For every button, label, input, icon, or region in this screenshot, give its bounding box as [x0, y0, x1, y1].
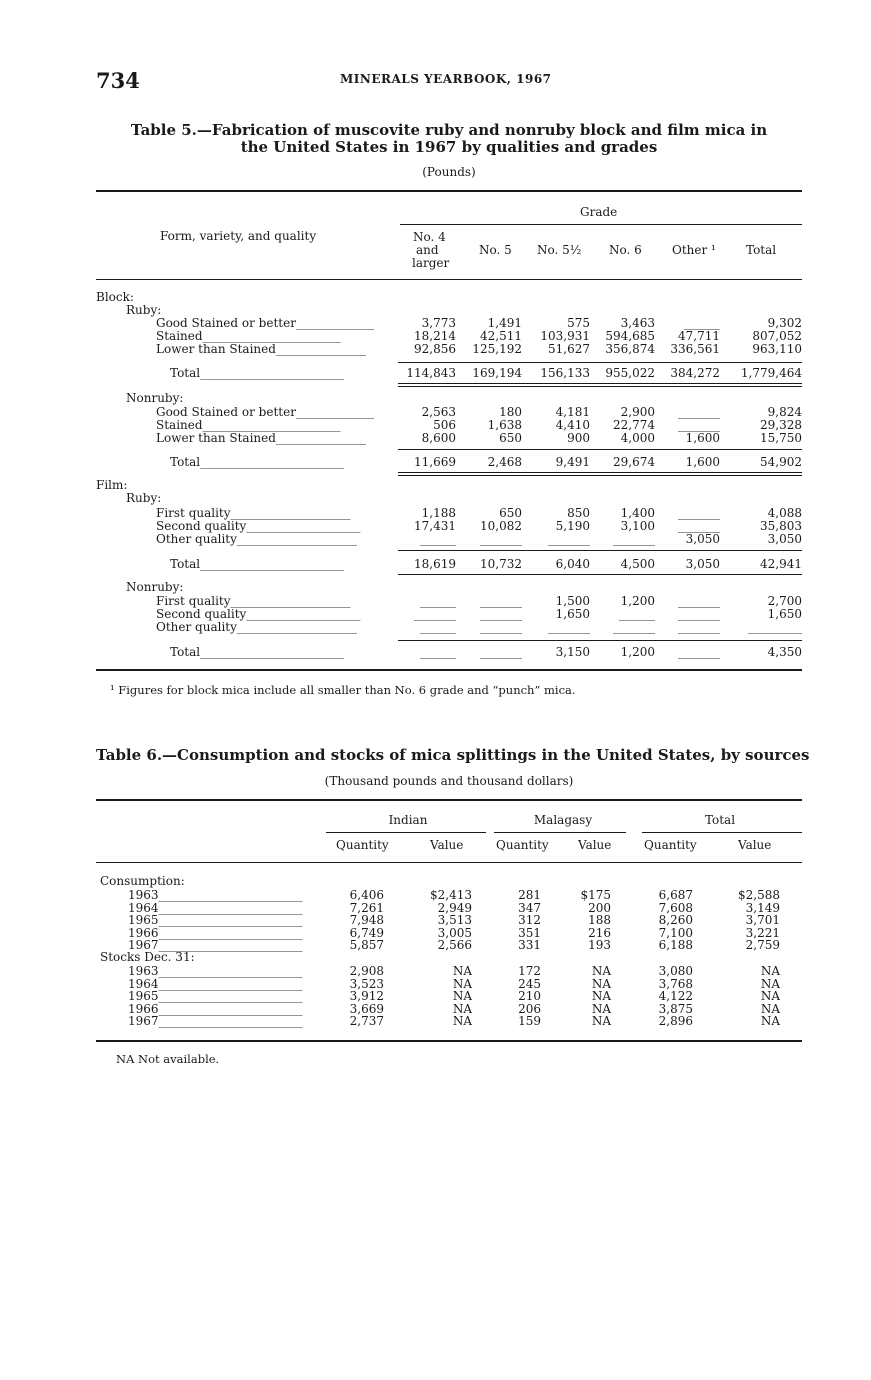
table5-row-label	[170, 366, 396, 380]
table5-cell: 4,410	[555, 418, 590, 432]
table6-cell: NA	[760, 1014, 780, 1029]
table6-group-indian: Indian	[388, 813, 428, 827]
table5-cell: 2,700	[767, 594, 802, 608]
table6-cell: $2,588	[738, 888, 780, 902]
table6-year-label	[128, 1014, 324, 1028]
table5-cell: 650	[499, 431, 522, 445]
table5-cell: _______	[678, 594, 720, 608]
table6-cell: 6,188	[658, 938, 693, 953]
table5-cell: 125,192	[472, 342, 522, 356]
leader-dots: ________________________	[158, 989, 303, 1004]
table5-row-label	[156, 620, 396, 634]
table5-row-label	[170, 557, 396, 571]
table6-cell: 3,875	[658, 1001, 693, 1016]
table5-cell: 10,082	[480, 519, 522, 533]
table5-cell: 18,619	[414, 557, 456, 571]
leader-dots: _____________	[295, 405, 374, 419]
table6-cell: 7,948	[349, 913, 384, 928]
table6-cell: 3,221	[745, 925, 780, 940]
row-label-text: Total	[170, 557, 201, 571]
table6-unit: (Thousand pounds and thousand dollars)	[324, 774, 574, 788]
table5-row-label	[170, 455, 396, 469]
year-text: 1967	[128, 1014, 159, 1029]
table5-cell: _______	[678, 405, 720, 419]
table5-row-label	[156, 607, 396, 621]
table5-cell: 51,627	[548, 342, 590, 356]
subcol-malagasy-val: Value	[578, 838, 612, 852]
table6-cell: 347	[518, 900, 541, 915]
year-text: 1965	[128, 913, 159, 928]
table6-bottom-rule	[96, 1040, 802, 1042]
table6-cell: 3,912	[349, 989, 384, 1004]
leader-dots: ________________________	[158, 925, 303, 940]
col-no6: No. 6	[609, 243, 642, 257]
table6-cell: 3,080	[658, 964, 693, 978]
table5-cell: 650	[499, 506, 522, 520]
table5-cell: 103,931	[540, 329, 590, 343]
year-text: 1966	[128, 925, 159, 940]
table6-cell: 8,260	[658, 913, 693, 928]
table6-cell: 2,896	[658, 1014, 693, 1029]
leader-dots: ____________________	[236, 532, 357, 546]
table5-cell: 807,052	[752, 329, 802, 343]
table5-cell: 900	[567, 431, 590, 445]
table5-row-label	[156, 431, 396, 445]
table5-cell: 42,511	[480, 329, 522, 343]
table6-cell: 7,261	[349, 900, 384, 915]
table6-title: Table 6.—Consumption and stocks of mica splittings in the United States, by sources	[96, 746, 810, 764]
year-text: 1966	[128, 1001, 159, 1016]
table6-cell: 159	[518, 1014, 541, 1029]
group-rule-total	[642, 832, 802, 833]
sep-rule	[398, 640, 802, 641]
table6-cell: 3,523	[349, 976, 384, 991]
year-text: 1963	[128, 888, 159, 902]
table5-cell: _______	[678, 519, 720, 533]
table6-cell: 200	[588, 900, 611, 915]
table6-cell: 2,759	[745, 938, 780, 953]
leader-dots: ____________________	[236, 620, 357, 634]
col-no4-line3: larger	[412, 256, 450, 270]
table6-section-stocks: Stocks Dec. 31:	[100, 950, 195, 964]
col-other: Other ¹	[672, 243, 716, 257]
table5-cell: 3,100	[620, 519, 655, 533]
table6-cell: NA	[760, 1001, 780, 1016]
table6-cell: 281	[518, 888, 541, 902]
subcol-malagasy-qty: Quantity	[496, 838, 549, 852]
table6-group-total: Total	[704, 813, 736, 827]
table5-row-label	[156, 316, 396, 330]
table5-cell: 3,773	[421, 316, 456, 330]
table5-cell: 9,302	[767, 316, 802, 330]
year-text: 1963	[128, 964, 159, 978]
table6-cell: 312	[518, 913, 541, 928]
row-label-text: Good Stained or better	[156, 316, 296, 330]
table5-cell: _______	[548, 620, 590, 634]
table6-cell: 2,949	[437, 900, 472, 915]
table5-cell: 506	[433, 418, 456, 432]
table6-cell: 2,566	[437, 938, 472, 953]
table6-cell: 2,737	[349, 1014, 384, 1029]
table6-cell: 3,669	[349, 1001, 384, 1016]
table5-cell: 1,200	[620, 645, 655, 659]
table5-cell: ______	[619, 607, 655, 621]
table5-cell: 47,711	[678, 329, 720, 343]
sep-rule	[398, 386, 802, 387]
table5-cell: 1,779,464	[740, 366, 802, 380]
table6-cell: NA	[452, 1001, 472, 1016]
table5-header-bottom-rule	[96, 279, 802, 280]
sep-rule	[398, 472, 802, 473]
leader-dots: ________________________	[158, 900, 303, 915]
leader-dots: ________________________	[158, 1014, 303, 1029]
table6-cell: 6,687	[658, 888, 693, 902]
table5-title-line1: Table 5.—Fabrication of muscovite ruby and nonruby block and film mica in	[130, 121, 768, 139]
table5-stub-header: Form, variety, and quality	[160, 229, 317, 243]
year-text: 1967	[128, 938, 159, 953]
table5-cell: 4,000	[620, 431, 655, 445]
table5-cell: 9,491	[555, 455, 590, 469]
leader-dots: ________________________	[158, 938, 303, 953]
leader-dots: ________________________	[158, 1001, 303, 1016]
table6-cell: 3,701	[745, 913, 780, 928]
leader-dots: ________________________	[200, 645, 345, 659]
leader-dots: ________________________	[200, 557, 345, 571]
table6-cell: 6,749	[349, 925, 384, 940]
table5-row-label	[156, 519, 396, 533]
subcol-indian-val: Value	[430, 838, 464, 852]
table6-cell: 206	[518, 1001, 541, 1016]
table5-cell: _________	[748, 620, 802, 634]
row-label-text: Other quality	[156, 532, 237, 546]
table5-row-label	[156, 342, 396, 356]
table5-cell: 2,563	[421, 405, 456, 419]
table6-year-label	[128, 938, 324, 952]
table5-cell: 11,669	[414, 455, 456, 469]
leader-dots: ________________________	[200, 366, 345, 380]
table6-group-malagasy: Malagasy	[533, 813, 593, 827]
table5-cell: 92,856	[414, 342, 456, 356]
section-film-ruby: Ruby:	[126, 491, 162, 505]
table5-unit: (Pounds)	[422, 165, 476, 179]
table5-cell: 4,350	[767, 645, 802, 659]
table5-cell: _______	[678, 418, 720, 432]
leader-dots: ___________________	[246, 519, 361, 533]
row-label-text: First quality	[156, 594, 231, 608]
row-label-text: Second quality	[156, 519, 247, 533]
table5-cell: 1,600	[685, 431, 720, 445]
table5-cell: 17,431	[414, 519, 456, 533]
table5-cell: 1,638	[487, 418, 522, 432]
table5-cell: 1,500	[555, 594, 590, 608]
table5-row-label	[156, 594, 396, 608]
table6-cell: NA	[591, 1001, 611, 1016]
table6-cell: 210	[518, 989, 541, 1004]
table6-header-bottom-rule	[96, 862, 802, 863]
table5-cell: 2,468	[487, 455, 522, 469]
table5-cell: ______	[684, 316, 720, 330]
leader-dots: _______________	[275, 431, 366, 445]
table5-cell: _______	[678, 506, 720, 520]
table5-cell: 336,561	[670, 342, 720, 356]
table6-cell: NA	[760, 976, 780, 991]
table5-cell: 35,803	[760, 519, 802, 533]
table5-footnote: ¹ Figures for block mica include all smaller than No. 6 grade and “punch” mica.	[110, 683, 576, 697]
table5-cell: 4,181	[555, 405, 590, 419]
table5-cell: _______	[678, 620, 720, 634]
table6-top-rule	[96, 799, 802, 801]
section-block: Block:	[96, 290, 134, 304]
table5-cell: 1,200	[620, 594, 655, 608]
table5-cell: 169,194	[472, 366, 522, 380]
table5-cell: 6,040	[555, 557, 590, 571]
table5-cell: 114,843	[406, 366, 456, 380]
table5-cell: 18,214	[414, 329, 456, 343]
table5-cell: 4,500	[620, 557, 655, 571]
table5-row-label	[170, 645, 396, 659]
leader-dots: ________________________	[200, 455, 345, 469]
table6-cell: 7,608	[658, 900, 693, 915]
table6-cell: 193	[588, 938, 611, 953]
section-block-nonruby: Nonruby:	[126, 391, 184, 405]
table6-cell: NA	[591, 964, 611, 978]
table6-cell: 3,149	[745, 900, 780, 915]
leader-dots: ________________________	[158, 888, 303, 902]
subcol-indian-qty: Quantity	[336, 838, 389, 852]
row-label-text: Lower than Stained	[156, 342, 276, 356]
table5-cell: 3,050	[685, 557, 720, 571]
table5-cell: 1,650	[555, 607, 590, 621]
row-label-text: Good Stained or better	[156, 405, 296, 419]
table5-cell: _______	[480, 645, 522, 659]
row-label-text: First quality	[156, 506, 231, 520]
table6-cell: 5,857	[349, 938, 384, 953]
table5-cell: 955,022	[605, 366, 655, 380]
table5-cell: ______	[420, 645, 456, 659]
table5-cell: _______	[414, 607, 456, 621]
table6-cell: 6,406	[349, 888, 384, 902]
table5-cell: 3,150	[555, 645, 590, 659]
table6-cell: NA	[452, 976, 472, 991]
col-total: Total	[746, 243, 777, 257]
table5-cell: 9,824	[767, 405, 802, 419]
table6-cell: 245	[518, 976, 541, 991]
table5-cell: _______	[678, 607, 720, 621]
table6-cell: 188	[588, 913, 611, 928]
year-text: 1965	[128, 989, 159, 1004]
row-label-text: Stained	[156, 329, 203, 343]
section-block-ruby: Ruby:	[126, 303, 162, 317]
table5-cell: 575	[567, 316, 590, 330]
section-film: Film:	[96, 478, 128, 492]
row-label-text: Second quality	[156, 607, 247, 621]
leader-dots: _______________	[275, 342, 366, 356]
table5-cell: 4,088	[767, 506, 802, 520]
table5-cell: _______	[480, 620, 522, 634]
sep-rule	[398, 449, 802, 450]
table5-cell: 15,750	[760, 431, 802, 445]
group-rule-malagasy	[494, 832, 626, 833]
sep-rule	[398, 574, 802, 575]
sep-rule	[398, 383, 802, 384]
col-no4-line1: No. 4	[413, 230, 446, 244]
table6-footnote: NA Not available.	[116, 1052, 220, 1066]
table5-cell: 22,774	[613, 418, 655, 432]
running-head: MINERALS YEARBOOK, 1967	[340, 72, 552, 86]
table6-cell: NA	[452, 964, 472, 978]
row-label-text: Stained	[156, 418, 203, 432]
table5-cell: 180	[499, 405, 522, 419]
table5-cell: 1,400	[620, 506, 655, 520]
table5-cell: 594,685	[605, 329, 655, 343]
table5-cell: ______	[420, 594, 456, 608]
row-label-text: Total	[170, 366, 201, 380]
leader-dots: ________________________	[158, 976, 303, 991]
table5-cell: 1,600	[685, 455, 720, 469]
year-text: 1964	[128, 900, 159, 915]
table5-row-label	[156, 329, 396, 343]
sep-rule	[398, 362, 802, 363]
table5-cell: 29,674	[613, 455, 655, 469]
table6-cell: 2,908	[349, 964, 384, 978]
row-label-text: Lower than Stained	[156, 431, 276, 445]
table6-section-consumption: Consumption:	[100, 874, 185, 888]
subcol-total-qty: Quantity	[644, 838, 697, 852]
table6-cell: $2,413	[430, 888, 472, 902]
table5-cell: 5,190	[555, 519, 590, 533]
table5-cell: 963,110	[752, 342, 802, 356]
table6-cell: 3,768	[658, 976, 693, 991]
row-label-text: Other quality	[156, 620, 237, 634]
section-film-nonruby: Nonruby:	[126, 580, 184, 594]
table5-cell: 3,050	[685, 532, 720, 546]
page-number: 734	[96, 68, 140, 93]
table5-bottom-rule	[96, 669, 802, 671]
year-text: 1964	[128, 976, 159, 991]
table6-cell: 331	[518, 938, 541, 953]
sep-rule	[398, 550, 802, 551]
table6-cell: 4,122	[658, 989, 693, 1004]
table5-cell: _______	[480, 594, 522, 608]
table6-cell: NA	[760, 989, 780, 1004]
table6-cell: 3,005	[437, 925, 472, 940]
table5-cell: _______	[613, 532, 655, 546]
table5-cell: ______	[420, 532, 456, 546]
table5-cell: 850	[567, 506, 590, 520]
table5-cell: 356,874	[605, 342, 655, 356]
table5-cell: _______	[548, 532, 590, 546]
table5-cell: _______	[678, 645, 720, 659]
table5-grade-rule	[400, 224, 802, 225]
table6-cell: 7,100	[658, 925, 693, 940]
sep-rule	[398, 475, 802, 476]
table6-cell: NA	[591, 1014, 611, 1029]
group-rule-indian	[326, 832, 486, 833]
table5-cell: ______	[420, 620, 456, 634]
table5-cell: 1,491	[487, 316, 522, 330]
leader-dots: _____________	[295, 316, 374, 330]
table5-row-label	[156, 405, 396, 419]
table5-cell: _______	[613, 620, 655, 634]
table6-cell: 172	[518, 964, 541, 978]
table5-grade-header: Grade	[580, 205, 618, 219]
leader-dots: _______________________	[202, 418, 341, 432]
table5-cell: 2,900	[620, 405, 655, 419]
table6-cell: $175	[580, 888, 611, 902]
table5-row-label	[156, 532, 396, 546]
table5-title-line2: the United States in 1967 by qualities and grades	[240, 138, 658, 156]
table6-cell: 3,513	[437, 913, 472, 928]
leader-dots: ___________________	[246, 607, 361, 621]
table6-cell: NA	[591, 976, 611, 991]
table6-cell: 216	[588, 925, 611, 940]
col-no5-half: No. 5½	[537, 243, 582, 257]
table6-cell: 351	[518, 925, 541, 940]
table5-cell: 3,050	[767, 532, 802, 546]
table5-cell: 10,732	[480, 557, 522, 571]
leader-dots: ________________________	[158, 913, 303, 928]
table5-cell: 156,133	[540, 366, 590, 380]
leader-dots: ____________________	[230, 594, 351, 608]
table5-cell: 8,600	[421, 431, 456, 445]
table5-cell: 3,463	[620, 316, 655, 330]
table6-cell: NA	[591, 989, 611, 1004]
table5-cell: 1,188	[421, 506, 456, 520]
table6-cell: NA	[452, 1014, 472, 1029]
table5-cell: _______	[480, 532, 522, 546]
table5-cell: 384,272	[670, 366, 720, 380]
table5-cell: 29,328	[760, 418, 802, 432]
leader-dots: ____________________	[230, 506, 351, 520]
row-label-text: Total	[170, 455, 201, 469]
table5-cell: _______	[480, 607, 522, 621]
col-no5: No. 5	[479, 243, 512, 257]
leader-dots: _______________________	[202, 329, 341, 343]
table5-row-label	[156, 418, 396, 432]
subcol-total-val: Value	[738, 838, 772, 852]
col-no4-line2: and	[416, 243, 439, 257]
row-label-text: Total	[170, 645, 201, 659]
table5-cell: 54,902	[760, 455, 802, 469]
table6-cell: NA	[452, 989, 472, 1004]
leader-dots: ________________________	[158, 964, 303, 978]
table5-cell: 42,941	[760, 557, 802, 571]
table5-top-rule	[96, 190, 802, 192]
table5-row-label	[156, 506, 396, 520]
table6-cell: NA	[760, 964, 780, 978]
table5-cell: 1,650	[767, 607, 802, 621]
